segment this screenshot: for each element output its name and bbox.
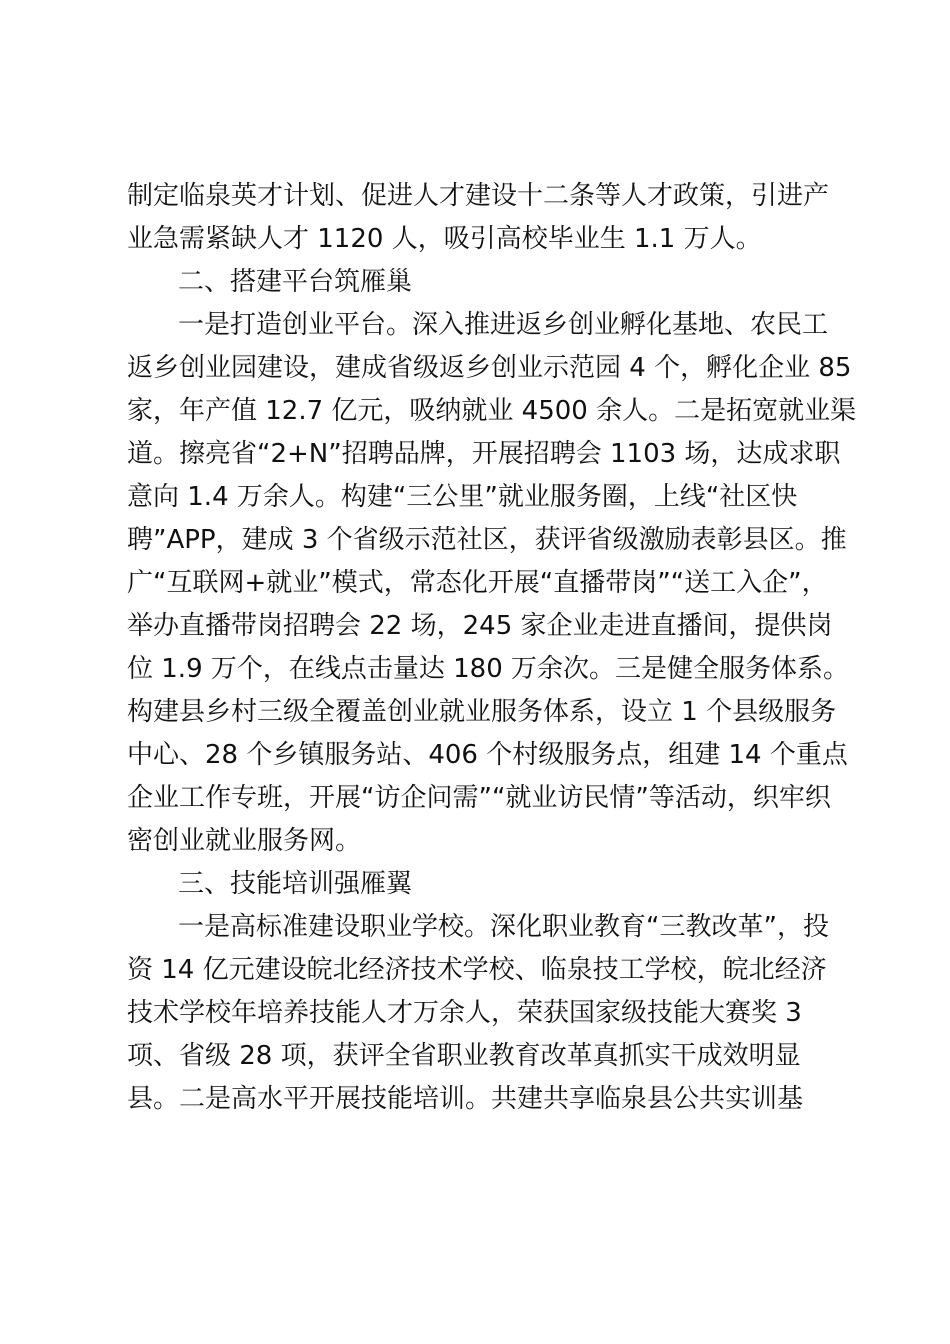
text-line: 聘”APP，建成 3 个省级示范社区，获评省级激励表彰县区。推 bbox=[127, 525, 847, 555]
text-line: 广“互联网+就业”模式，常态化开展“直播带岗”“送工入企”， bbox=[127, 568, 828, 598]
text-line: 位 1.9 万个，在线点击量达 180 万余次。三是健全服务体系。 bbox=[127, 654, 850, 684]
section-heading: 二、搭建平台筑雁巢 bbox=[178, 267, 413, 297]
text-line: 构建县乡村三级全覆盖创业就业服务体系，设立 1 个县级服务 bbox=[127, 697, 837, 727]
text-line: 返乡创业园建设，建成省级返乡创业示范园 4 个，孵化企业 85 bbox=[127, 353, 852, 383]
text-line: 县。二是高水平开展技能培训。共建共享临泉县公共实训基 bbox=[127, 1084, 804, 1114]
text-line: 一是高标准建设职业学校。深化职业教育“三教改革”，投 bbox=[178, 912, 829, 942]
text-line: 技术学校年培养技能人才万余人，荣获国家级技能大赛奖 3 bbox=[127, 998, 802, 1028]
text-line: 密创业就业服务网。 bbox=[127, 826, 362, 856]
text-line: 中心、28 个乡镇服务站、406 个村级服务点，组建 14 个重点 bbox=[127, 740, 848, 770]
text-line: 家，年产值 12.7 亿元，吸纳就业 4500 余人。二是拓宽就业渠 bbox=[127, 396, 857, 426]
text-line: 意向 1.4 万余人。构建“三公里”就业服务圈，上线“社区快 bbox=[127, 482, 798, 512]
section-heading: 三、技能培训强雁翼 bbox=[178, 869, 413, 899]
text-line: 资 14 亿元建设皖北经济技术学校、临泉技工学校，皖北经济 bbox=[127, 955, 827, 985]
text-line: 企业工作专班，开展“访企问需”“就业访民情”等活动，织牢织 bbox=[127, 783, 831, 813]
text-line: 举办直播带岗招聘会 22 场，245 家企业走进直播间，提供岗 bbox=[127, 611, 833, 641]
text-line: 业急需紧缺人才 1120 人，吸引高校毕业生 1.1 万人。 bbox=[127, 224, 762, 254]
text-line: 项、省级 28 项，获评全省职业教育改革真抓实干成效明显 bbox=[127, 1041, 801, 1071]
text-line: 道。擦亮省“2+N”招聘品牌，开展招聘会 1103 场，达成求职 bbox=[127, 439, 841, 469]
text-line: 一是打造创业平台。深入推进返乡创业孵化基地、农民工 bbox=[178, 310, 829, 340]
text-line: 制定临泉英才计划、促进人才建设十二条等人才政策，引进产 bbox=[127, 181, 830, 211]
